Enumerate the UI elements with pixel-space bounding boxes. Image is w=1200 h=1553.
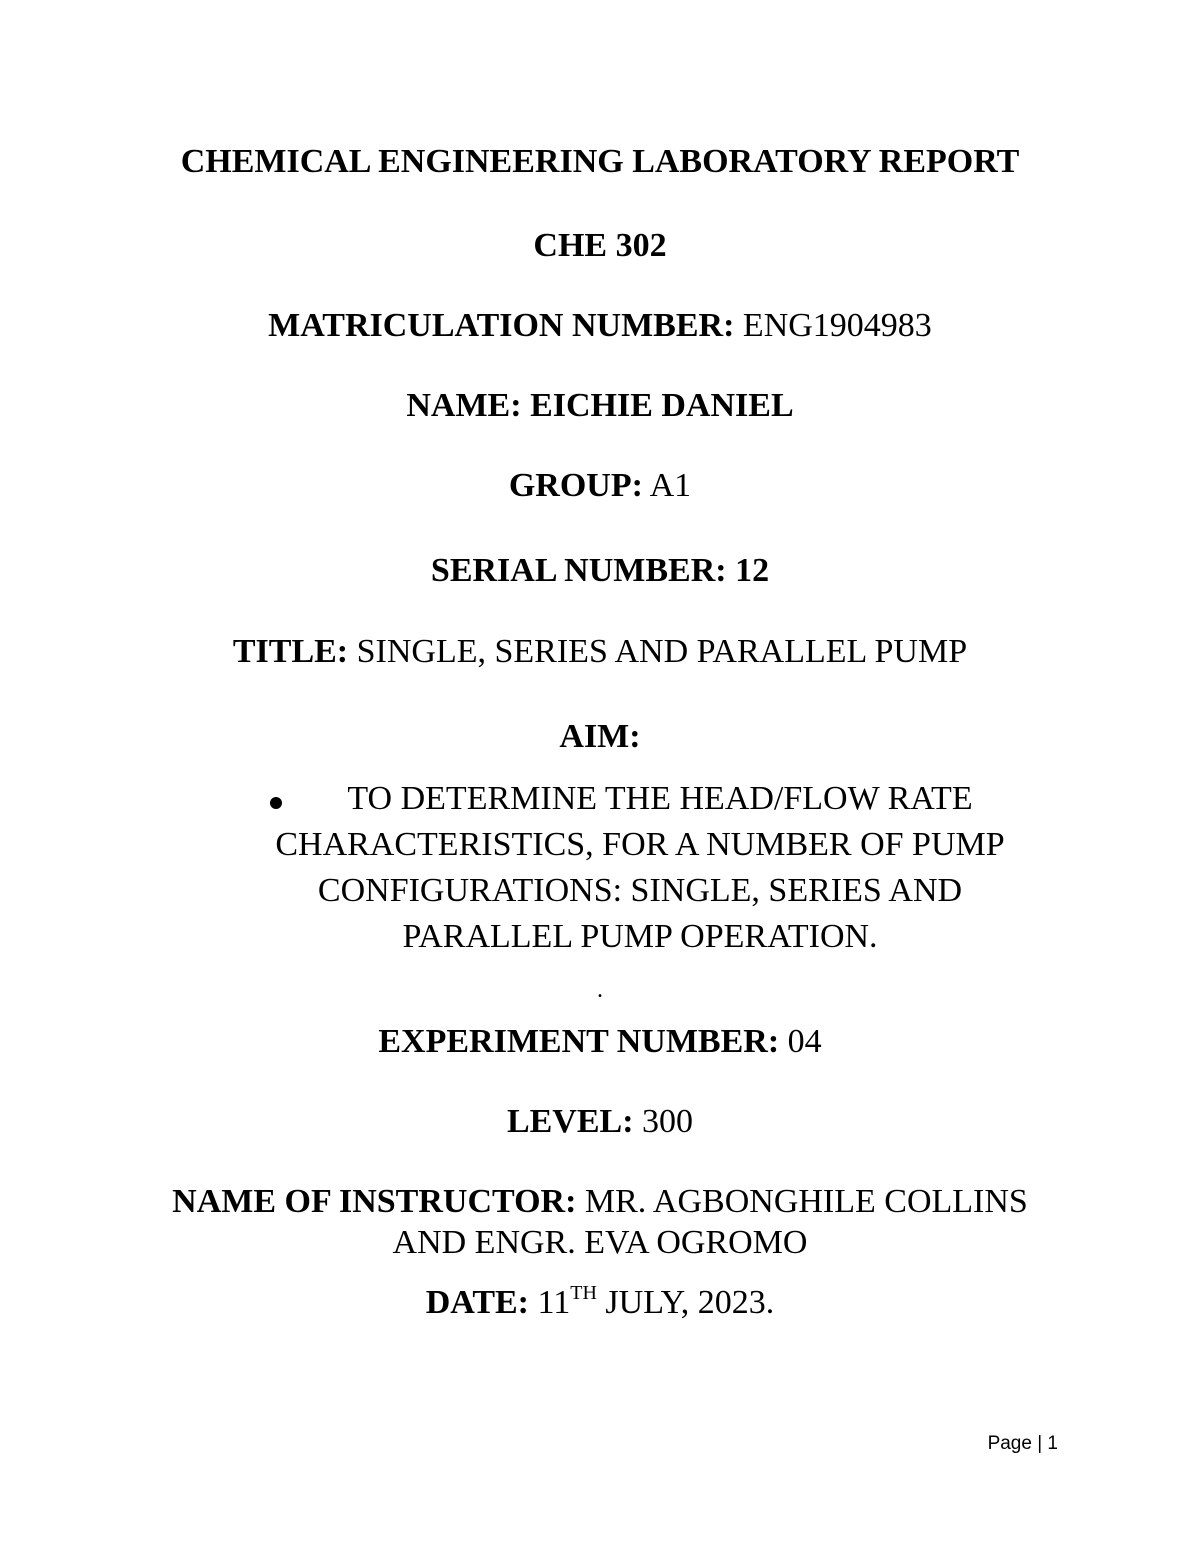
date-label: DATE: bbox=[425, 1284, 529, 1321]
report-title: CHEMICAL ENGINEERING LABORATORY REPORT bbox=[180, 143, 1020, 180]
name-value: EICHIE DANIEL bbox=[530, 387, 794, 424]
experiment-label: EXPERIMENT NUMBER: bbox=[378, 1023, 780, 1060]
experiment-line bbox=[0, 1022, 1200, 1062]
serial-line bbox=[0, 551, 1200, 591]
name-line bbox=[0, 386, 1200, 426]
page-number: Page | 1 bbox=[987, 1433, 1058, 1454]
serial-label: SERIAL NUMBER: bbox=[430, 552, 727, 589]
aim-label: AIM: bbox=[559, 718, 641, 755]
instructor-value-1: MR. AGBONGHILE COLLINS bbox=[584, 1183, 1028, 1220]
level-value: 300 bbox=[642, 1103, 694, 1140]
dot-mark: . bbox=[597, 977, 603, 1003]
aim-text bbox=[250, 776, 1030, 960]
experiment-value: 04 bbox=[787, 1023, 822, 1060]
instructor-line-1 bbox=[0, 1182, 1200, 1222]
date-day: 11 bbox=[537, 1284, 571, 1321]
aim-line-1: TO DETERMINE THE HEAD/FLOW RATE bbox=[347, 780, 973, 817]
name-label: NAME: bbox=[406, 387, 522, 424]
instructor-line-2: AND ENGR. EVA OGROMO bbox=[392, 1224, 808, 1261]
serial-value: 12 bbox=[735, 552, 770, 589]
title-label: TITLE: bbox=[232, 633, 349, 670]
date-rest: JULY, 2023. bbox=[605, 1284, 775, 1321]
date-line bbox=[0, 1283, 1200, 1323]
date-suffix: TH bbox=[570, 1282, 597, 1304]
matriculation-label: MATRICULATION NUMBER: bbox=[268, 307, 735, 344]
aim-line-3: CONFIGURATIONS: SINGLE, SERIES AND bbox=[317, 872, 963, 909]
level-label: LEVEL: bbox=[506, 1103, 634, 1140]
aim-line-2: CHARACTERISTICS, FOR A NUMBER OF PUMP bbox=[275, 826, 1005, 863]
group-value: A1 bbox=[649, 467, 692, 504]
group-label: GROUP: bbox=[508, 467, 643, 504]
matriculation-value: ENG1904983 bbox=[742, 307, 932, 344]
title-value: SINGLE, SERIES AND PARALLEL PUMP bbox=[356, 633, 968, 670]
matriculation-line bbox=[0, 306, 1200, 346]
title-line bbox=[0, 632, 1200, 672]
level-line bbox=[0, 1102, 1200, 1142]
course-code: CHE 302 bbox=[533, 227, 667, 264]
aim-line-4: PARALLEL PUMP OPERATION. bbox=[402, 918, 878, 955]
group-line bbox=[0, 466, 1200, 506]
instructor-label: NAME OF INSTRUCTOR: bbox=[172, 1183, 577, 1220]
